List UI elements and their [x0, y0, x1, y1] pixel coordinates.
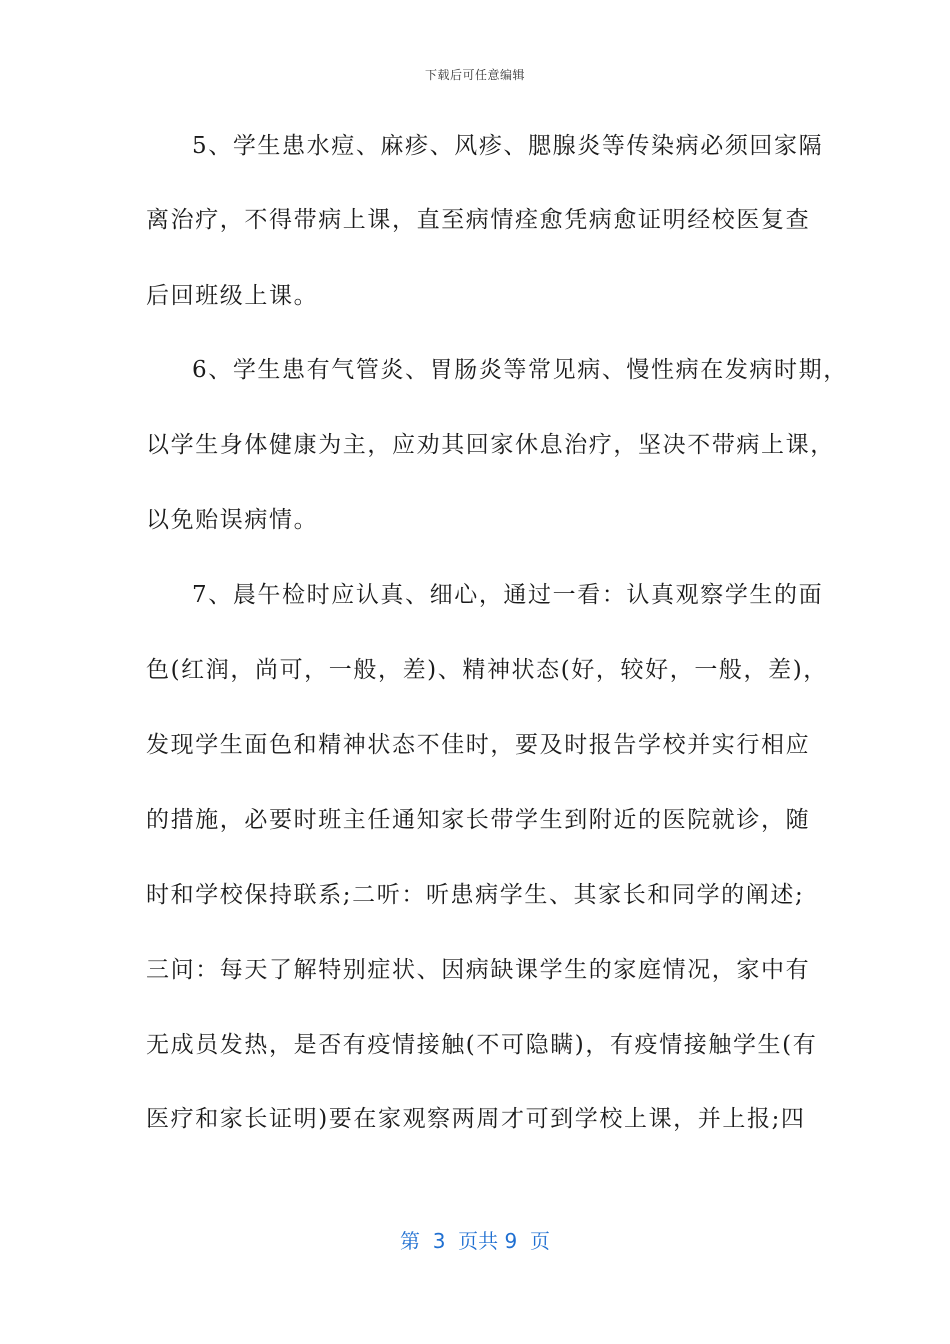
page-number-footer: 第 3 页共 9 页	[400, 1229, 550, 1253]
paragraph-7-line-7: 无成员发热，是否有疫情接触(不可隐瞒)，有疫情接触学生(有	[146, 1032, 818, 1058]
paragraph-7-line-3: 发现学生面色和精神状态不佳时，要及时报告学校并实行相应	[146, 732, 811, 758]
paragraph-7-line-5: 时和学校保持联系;二听：听患病学生、其家长和同学的阐述;	[146, 882, 805, 908]
paragraph-5-line-1: 5、学生患水痘、麻疹、风疹、腮腺炎等传染病必须回家隔	[192, 133, 824, 159]
paragraph-7-line-4: 的措施，必要时班主任通知家长带学生到附近的医院就诊，随	[146, 807, 811, 833]
paragraph-7-line-6: 三问：每天了解特别症状、因病缺课学生的家庭情况，家中有	[146, 957, 811, 983]
paragraph-6-line-1: 6、学生患有气管炎、胃肠炎等常见病、慢性病在发病时期，	[192, 357, 848, 383]
paragraph-7-line-2: 色(红润，尚可，一般，差)、精神状态(好，较好，一般，差)，	[146, 657, 828, 683]
header-note: 下载后可任意编辑	[424, 68, 525, 82]
paragraph-5-line-3: 后回班级上课。	[146, 283, 319, 309]
paragraph-6-line-3: 以免贻误病情。	[146, 507, 319, 533]
paragraph-6-line-2: 以学生身体健康为主，应劝其回家休息治疗，坚决不带病上课，	[146, 432, 835, 458]
paragraph-7-line-1: 7、晨午检时应认真、细心，通过一看：认真观察学生的面	[192, 582, 824, 608]
paragraph-5-line-2: 离治疗，不得带病上课，直至病情痊愈凭病愈证明经校医复查	[146, 207, 811, 233]
paragraph-7-line-8: 医疗和家长证明)要在家观察两周才可到学校上课，并上报;四	[146, 1106, 806, 1132]
